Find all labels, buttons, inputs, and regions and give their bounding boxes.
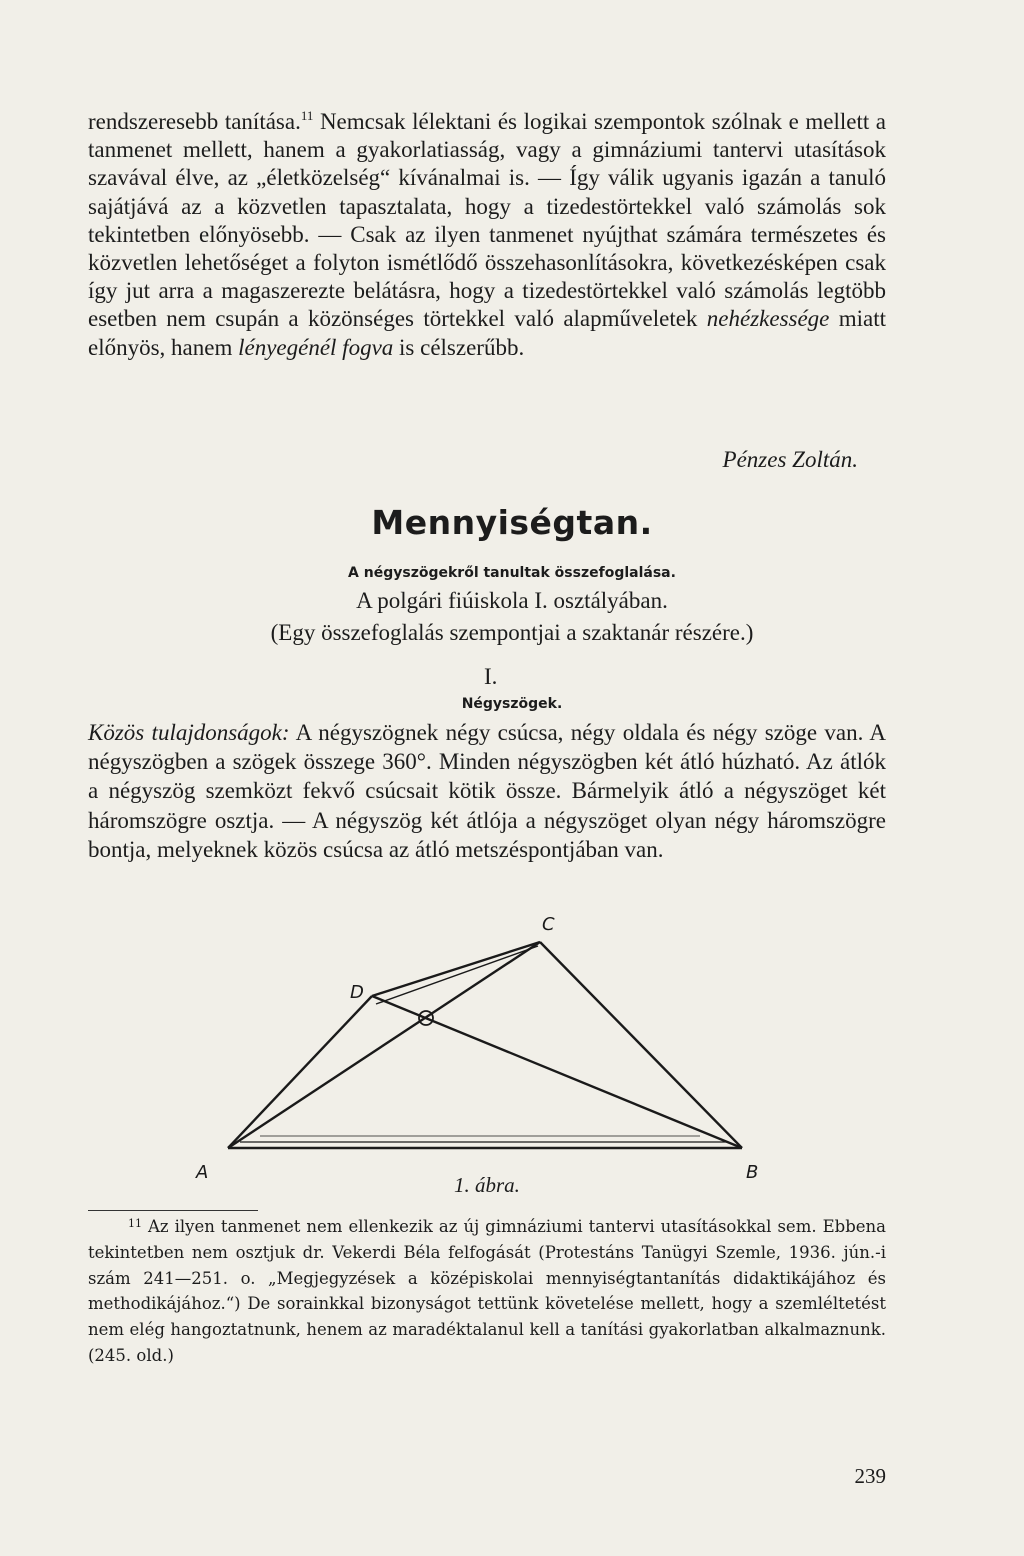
section-line-school: A polgári fiúiskola I. osztályában. [356,588,668,613]
emphasis-nehezkessege: nehézkessége [706,306,830,332]
footnote-ref: 11 [300,108,314,123]
label-c: C [542,914,555,935]
paragraph-body: Nemcsak lélektani és logikai szempontok szólnak e mellett a tanmenet mellett, hanem a gyakorlatiasság, vagy a gimnáziumi tantervi utasítások szavával élve, az „életközelség“ kívánalmai is. — Így válik ugyanis igazán a tanuló sajátjává az a közvetlen tapasztalata, hogy a tizedestörtekkel való számolás sok tekintetben előnyösebb. — Csak az ilyen tanmenet nyújthat számára természetes és közvetlen lehetőséget a folyton ismétlődő összehasonlításokra, következésképen csak így jut arra a magaszerezte belátásra, hogy a tizedestörtekkel való számolás legtöbb esetben nem csupán a közönséges törtekkel való alapműveletek [88,109,886,332]
page-number: 239 [854,1464,886,1488]
paragraph-body-2: miatt előnyös, hanem [88,306,886,360]
section-title: Mennyiségtan. [371,503,653,542]
paragraph-lead: rendszeresebb tanítása. [88,109,301,134]
side-bc [540,942,742,1148]
quadrilateral-figure [180,908,780,1198]
diagonal-bd [372,996,742,1148]
label-b: B [746,1162,759,1183]
side-da [228,996,372,1148]
section-line-note: (Egy összefoglalás szempontjai a szaktanár részére.) [270,620,754,645]
chapter-title: Négyszögek. [461,696,563,712]
paragraph-common-properties [88,718,886,864]
side-cd [372,942,540,996]
author-signature: Pénzes Zoltán. [722,447,858,472]
footnote [88,1214,886,1369]
figure-caption: 1. ábra. [454,1173,520,1197]
paragraph-body-3: is célszerűbb. [393,334,525,360]
footnote-divider [88,1210,258,1211]
label-d: D [350,982,364,1003]
footnote-number: 11 [128,1217,142,1230]
emphasis-kozos: Közös tulajdonságok: [88,720,290,745]
paragraph-continuation [88,108,886,362]
section-subtitle: A négyszögekről tanultak összefoglalása. [348,565,676,581]
paragraph-body: A négyszögnek négy csúcsa, négy oldala és négy szöge van. A négyszögben a szögek összege 360°. Minden négyszögben két átló húzható. Az átlók a négyszög szemközt fekvő csúcsait kötik össze. Bármelyik átló a négyszöget két háromszögre osztja. — A négyszög két átlója a négyszöget olyan négy háromszögre bontja, melyeknek közös csúcsa az átló metszéspontjában van. [88,720,887,862]
footnote-text: Az ilyen tanmenet nem ellenkezik az új gimnáziumi tantervi utasításokkal sem. Ebbena tekintetben nem osztjuk dr. Vekerdi Béla felfogását (Protestáns Tanügyi Szemle, 1936. jún.-i szám 241—251. o. „Megjegyzések a középiskolai mennyiségtantanítás didaktikájához és methodikájához.“) De sorainkkal bizonyságot tettünk követelése mellett, hogy a szemléltetést nem elég hangoztatnunk, henem az maradéktalanul kell a tanítási gyakorlatban alkalmaznunk. (245. old.) [88,1217,886,1365]
label-a: A [196,1162,209,1183]
side-cd-double [376,946,538,1004]
emphasis-lenyegenel: lényegénél fogva [238,334,394,360]
chapter-number: I. [484,664,498,689]
